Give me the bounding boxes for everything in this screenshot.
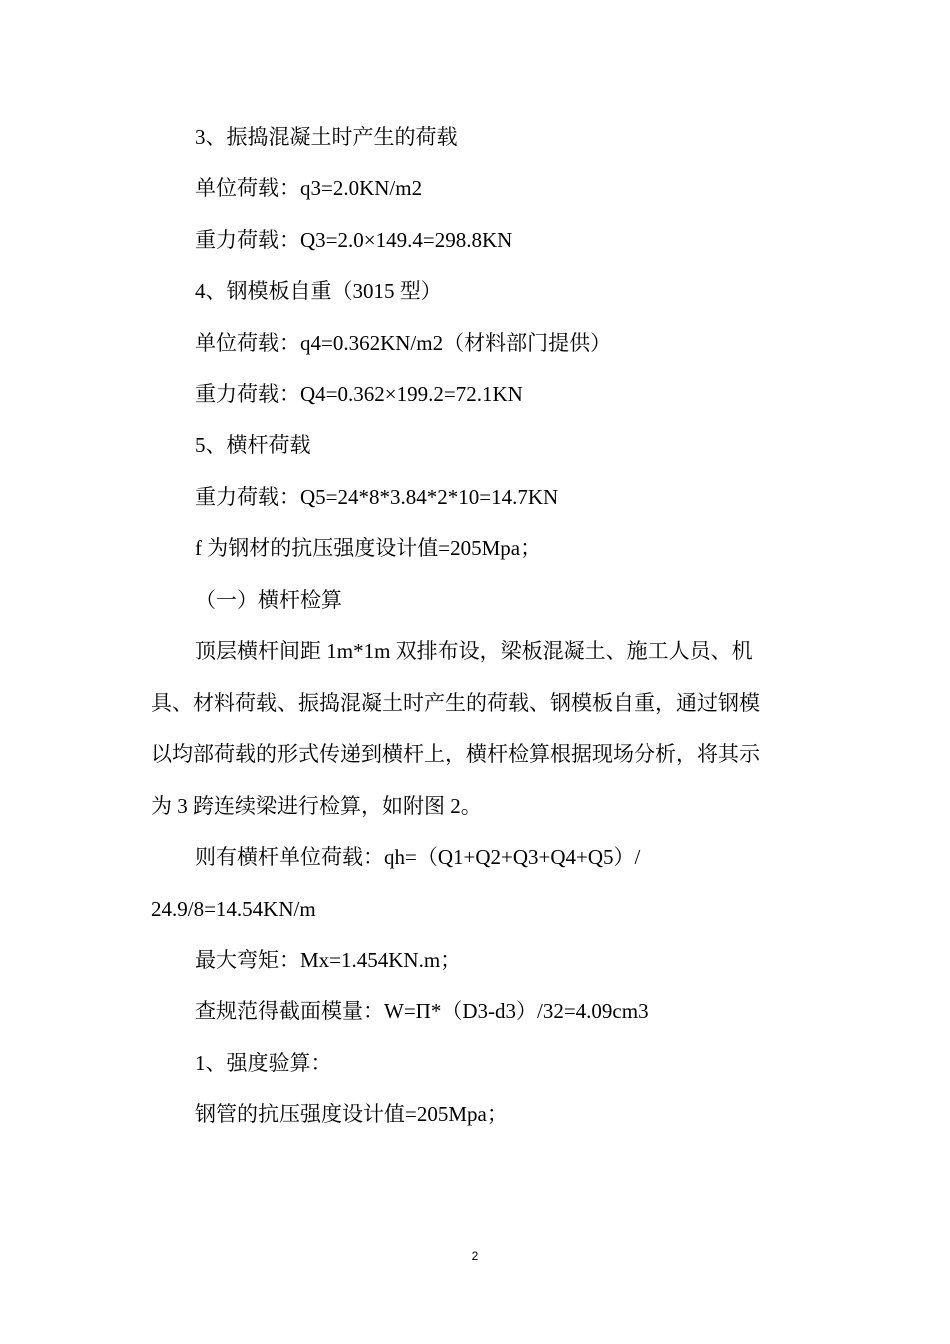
section-crossbar-check: （一）横杆检算 (195, 588, 342, 612)
max-bending-moment: 最大弯矩：Mx=1.454KN.m； (195, 948, 462, 972)
paragraph-line-1: 顶层横杆间距 1m*1m 双排布设，梁板混凝土、施工人员、机 (195, 639, 753, 663)
crossbar-unit-load-formula: 则有横杆单位荷载：qh=（Q1+Q2+Q3+Q4+Q5）/ (195, 845, 641, 869)
heading-steel-formwork-weight: 4、钢模板自重（3015 型） (195, 279, 442, 303)
gravity-load-q4: 重力荷载：Q4=0.362×199.2=72.1KN (195, 382, 523, 406)
steel-pipe-strength: 钢管的抗压强度设计值=205Mpa； (195, 1102, 508, 1126)
gravity-load-q5: 重力荷载：Q5=24*8*3.84*2*10=14.7KN (195, 485, 559, 509)
steel-strength-note: f 为钢材的抗压强度设计值=205Mpa； (195, 536, 542, 560)
paragraph-line-2: 具、材料荷载、振捣混凝土时产生的荷载、钢模板自重，通过钢模 (151, 691, 760, 715)
heading-crossbar-load: 5、横杆荷载 (195, 433, 311, 457)
crossbar-unit-load-result: 24.9/8=14.54KN/m (151, 897, 316, 921)
page-number: 2 (471, 1249, 479, 1263)
heading-vibration-load: 3、振捣混凝土时产生的荷载 (195, 125, 458, 149)
gravity-load-q3: 重力荷载：Q3=2.0×149.4=298.8KN (195, 228, 513, 252)
unit-load-q4: 单位荷载：q4=0.362KN/m2（材料部门提供） (195, 331, 612, 355)
paragraph-line-3: 以均部荷载的形式传递到横杆上，横杆检算根据现场分析，将其示 (151, 742, 760, 766)
heading-strength-check: 1、强度验算： (195, 1051, 332, 1075)
unit-load-q3: 单位荷载：q3=2.0KN/m2 (195, 176, 423, 200)
paragraph-line-4: 为 3 跨连续梁进行检算，如附图 2。 (151, 794, 482, 818)
section-modulus: 查规范得截面模量：W=Π*（D3-d3）/32=4.09cm3 (195, 999, 649, 1023)
